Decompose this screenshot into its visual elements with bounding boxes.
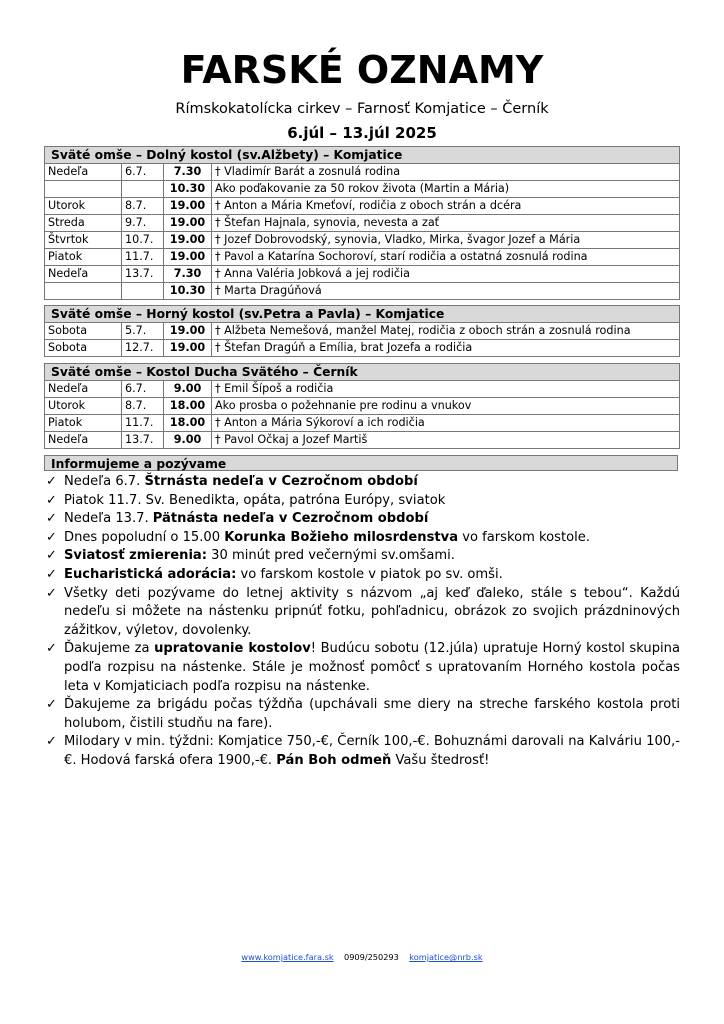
day-cell: Utorok <box>45 198 122 215</box>
section-title: Sväté omše – Horný kostol (sv.Petra a Pavla) – Komjatice <box>45 306 680 323</box>
intention-cell: † Anton a Mária Kmeťoví, rodičia z oboch strán a dcéra <box>212 198 680 215</box>
info-item <box>44 585 680 641</box>
date-cell: 6.7. <box>122 381 164 398</box>
day-cell: Piatok <box>45 415 122 432</box>
section-title: Sväté omše – Dolný kostol (sv.Alžbety) – Komjatice <box>45 147 680 164</box>
intention-cell: Ako prosba o požehnanie pre rodinu a vnukov <box>212 398 680 415</box>
parish-subtitle: Rímskokatolícka cirkev – Farnosť Komjatice – Černík <box>175 101 549 117</box>
info-item-emphasis: Pätnásta nedeľa v Cezročnom období <box>152 511 429 527</box>
website-link[interactable]: www.komjatice.fara.sk <box>241 952 334 962</box>
checkmark-icon: ✓ <box>46 548 57 564</box>
info-item-text: Ďakujeme za brigádu počas týždňa (upchávali sme diery na streche farského kostola proti holubom, čistili studňu na fare). <box>64 697 680 731</box>
info-item <box>44 696 680 733</box>
mass-row <box>45 415 680 432</box>
mass-row <box>45 432 680 449</box>
info-item-text: ! Budúcu sobotu (12.júla) upratuje Horný kostol skupina podľa rozpisu na nástenke. Stále je možnosť pomôcť s upratovaním Horného kostola počas leta v Komjaticiach podľa rozpisu na nástenke. <box>64 641 680 694</box>
info-item-text: vo farskom kostole v piatok po sv. omši. <box>236 566 503 582</box>
day-cell: Nedeľa <box>45 381 122 398</box>
schedule-table-cernik <box>44 363 680 449</box>
mass-row <box>45 323 680 340</box>
info-item <box>44 547 680 566</box>
day-cell: Štvrtok <box>45 232 122 249</box>
intention-cell: † Anton a Mária Sýkoroví a ich rodičia <box>212 415 680 432</box>
day-cell: Nedeľa <box>45 432 122 449</box>
checkmark-icon: ✓ <box>46 529 57 545</box>
schedule-table-horny-kostol <box>44 305 680 357</box>
time-cell: 9.00 <box>164 381 212 398</box>
checkmark-icon: ✓ <box>46 492 57 508</box>
intention-cell: † Marta Dragúňová <box>212 283 680 300</box>
info-item <box>44 473 680 492</box>
info-item-emphasis: Pán Boh odmeň <box>276 752 392 768</box>
time-cell: 19.00 <box>164 198 212 215</box>
day-cell <box>45 181 122 198</box>
intention-cell: † Štefan Hajnala, synovia, nevesta a zať <box>212 215 680 232</box>
info-item-emphasis: Eucharistická adorácia: <box>64 566 237 582</box>
checkmark-icon: ✓ <box>46 641 57 657</box>
date-cell: 13.7. <box>122 432 164 449</box>
intention-cell: † Emil Šípoš a rodičia <box>212 381 680 398</box>
mass-row <box>45 198 680 215</box>
info-item-emphasis: Sviatosť zmierenia: <box>64 548 208 564</box>
info-item-text: vo farskom kostole. <box>458 529 590 545</box>
time-cell: 19.00 <box>164 215 212 232</box>
info-item-emphasis: Štrnásta nedeľa v Cezročnom období <box>144 474 418 489</box>
info-section-title: Informujeme a pozývame <box>44 455 678 471</box>
checkmark-icon: ✓ <box>46 585 57 601</box>
date-cell <box>122 283 164 300</box>
email-link[interactable]: komjatice@nrb.sk <box>409 952 483 962</box>
time-cell: 18.00 <box>164 415 212 432</box>
mass-row <box>45 340 680 357</box>
info-item <box>44 510 680 529</box>
page-title: FARSKÉ OZNAMY <box>180 48 544 92</box>
date-cell: 6.7. <box>122 164 164 181</box>
info-item <box>44 640 680 696</box>
checkmark-icon: ✓ <box>46 566 57 582</box>
time-cell: 19.00 <box>164 232 212 249</box>
time-cell: 18.00 <box>164 398 212 415</box>
day-cell: Nedeľa <box>45 164 122 181</box>
time-cell: 7.30 <box>164 266 212 283</box>
checkmark-icon: ✓ <box>46 511 57 527</box>
date-cell: 11.7. <box>122 249 164 266</box>
section-title: Sväté omše – Kostol Ducha Svätého – Černík <box>45 364 680 381</box>
day-cell: Sobota <box>45 340 122 357</box>
day-cell: Nedeľa <box>45 266 122 283</box>
date-cell: 13.7. <box>122 266 164 283</box>
info-item-text: Nedeľa 6.7. <box>64 474 145 489</box>
info-list <box>44 473 680 771</box>
info-item-text: 30 minút pred večernými sv.omšami. <box>207 548 455 564</box>
info-item-text: Dnes popoludní o 15.00 <box>64 529 225 545</box>
info-item-text: Ďakujeme za <box>64 641 155 657</box>
intention-cell: † Anna Valéria Jobková a jej rodičia <box>212 266 680 283</box>
day-cell: Sobota <box>45 323 122 340</box>
time-cell: 19.00 <box>164 340 212 357</box>
mass-row <box>45 266 680 283</box>
time-cell: 9.00 <box>164 432 212 449</box>
intention-cell: Ako poďakovanie za 50 rokov života (Martin a Mária) <box>212 181 680 198</box>
intention-cell: † Pavol Očkaj a Jozef Martiš <box>212 432 680 449</box>
mass-row <box>45 164 680 181</box>
info-item-text: Vašu štedrosť! <box>391 752 490 768</box>
mass-row <box>45 283 680 300</box>
date-cell: 8.7. <box>122 198 164 215</box>
info-item-text: Nedeľa 13.7. <box>64 511 153 527</box>
date-cell: 11.7. <box>122 415 164 432</box>
intention-cell: † Pavol a Katarína Sochoroví, starí rodičia a ostatná zosnulá rodina <box>212 249 680 266</box>
time-cell: 7.30 <box>164 164 212 181</box>
intention-cell: † Alžbeta Nemešová, manžel Matej, rodičia z oboch strán a zosnulá rodina <box>212 323 680 340</box>
info-item-text: Milodary v min. týždni: Komjatice 750,-€, Černík 100,-€. Bohuznámi darovali na Kalváriu 100,-€. Hodová farská ofera 1900,-€. <box>64 734 680 768</box>
day-cell: Streda <box>45 215 122 232</box>
checkmark-icon: ✓ <box>46 697 57 713</box>
time-cell: 10.30 <box>164 283 212 300</box>
date-cell: 8.7. <box>122 398 164 415</box>
intention-cell: † Štefan Dragúň a Emília, brat Jozefa a rodičia <box>212 340 680 357</box>
mass-row <box>45 398 680 415</box>
info-item <box>44 733 680 770</box>
mass-row <box>45 215 680 232</box>
intention-cell: † Vladimír Barát a zosnulá rodina <box>212 164 680 181</box>
date-range: 6.júl – 13.júl 2025 <box>287 124 437 142</box>
mass-row <box>45 181 680 198</box>
mass-row <box>45 381 680 398</box>
time-cell: 19.00 <box>164 249 212 266</box>
footer <box>0 952 724 962</box>
info-item-text: Piatok 11.7. Sv. Benedikta, opáta, patróna Európy, sviatok <box>64 492 446 508</box>
date-cell: 9.7. <box>122 215 164 232</box>
info-item-emphasis: Korunka Božieho milosrdenstva <box>224 529 459 545</box>
time-cell: 10.30 <box>164 181 212 198</box>
time-cell: 19.00 <box>164 323 212 340</box>
schedule-table-dolny-kostol <box>44 146 680 300</box>
info-item-text: Všetky deti pozývame do letnej aktivity s názvom „aj keď ďaleko, stále s tebou“. Každú nedeľu si môžete na nástenku pripnúť fotku, pohľadnicu, obrázok zo svojich prázdninových zážitkov, výletov, dovolenky. <box>64 585 680 638</box>
info-item <box>44 566 680 585</box>
phone-number: 0909/250293 <box>344 952 399 962</box>
date-cell: 5.7. <box>122 323 164 340</box>
info-item-emphasis: upratovanie kostolov <box>154 641 311 657</box>
date-cell: 12.7. <box>122 340 164 357</box>
mass-row <box>45 249 680 266</box>
day-cell <box>45 283 122 300</box>
day-cell: Utorok <box>45 398 122 415</box>
day-cell: Piatok <box>45 249 122 266</box>
checkmark-icon: ✓ <box>46 734 57 750</box>
intention-cell: † Jozef Dobrovodský, synovia, Vladko, Mirka, švagor Jozef a Mária <box>212 232 680 249</box>
info-item <box>44 529 680 548</box>
info-item <box>44 492 680 511</box>
mass-row <box>45 232 680 249</box>
date-cell <box>122 181 164 198</box>
checkmark-icon: ✓ <box>46 474 57 489</box>
date-cell: 10.7. <box>122 232 164 249</box>
